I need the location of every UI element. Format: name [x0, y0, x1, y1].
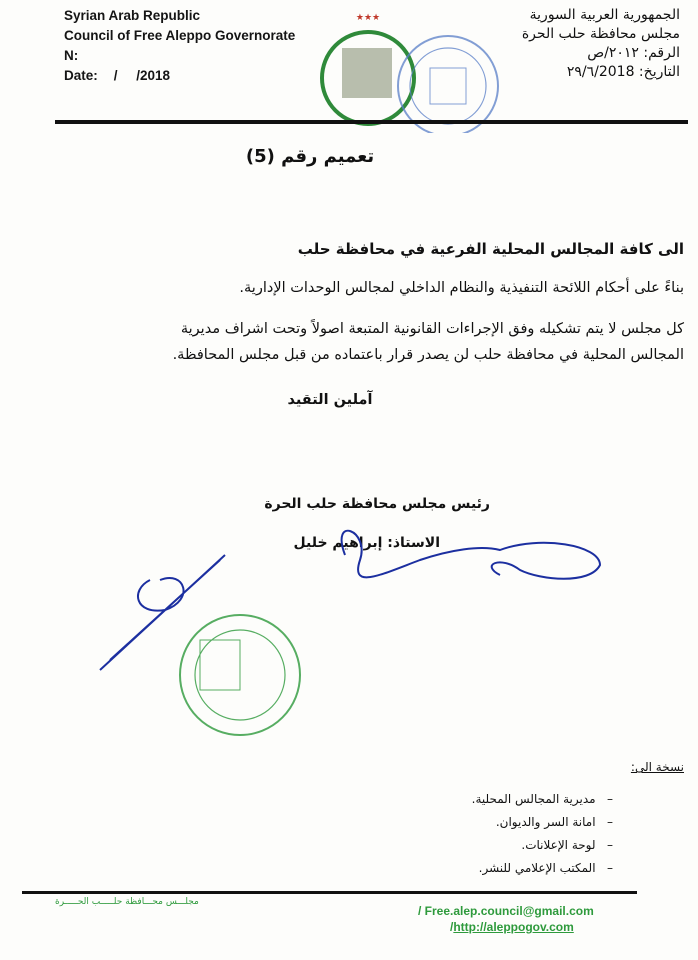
- website-link[interactable]: http://aleppogov.com: [453, 920, 574, 934]
- handwritten-signature-right: [342, 531, 600, 579]
- copies-label: نسخة الى:: [630, 760, 684, 774]
- list-item: – المكتب الإعلامي للنشر.: [478, 861, 613, 875]
- date-line: Date: / /2018: [64, 68, 171, 83]
- addressee: الى كافة المجالس المحلية الفرعية في محافظة حلب: [297, 240, 684, 258]
- country-ar: الجمهورية العربية السورية: [529, 7, 680, 23]
- header-divider: [55, 120, 688, 124]
- council-en: Council of Free Aleppo Governorate: [64, 28, 296, 43]
- number-label: N:: [64, 48, 79, 63]
- date-ar: التاريخ: ٢٩/٦/2018: [566, 64, 680, 80]
- signatory-position: رئيس مجلس محافظة حلب الحرة: [264, 496, 490, 512]
- paragraph-2: كل مجلس لا يتم تشكيله وفق الإجراءات القانونية المتبعة اصولاً وتحت اشراف مديرية المجالس المحلية في محافظة حلب لن يصدر قرار باعتماده من قبل مجلس المحافظة.: [172, 321, 684, 363]
- country-en: Syrian Arab Republic: [64, 8, 201, 23]
- logo-and-stamp: [320, 8, 520, 133]
- handwritten-signature-left: [100, 555, 225, 670]
- footer-email[interactable]: / Free.alep.council@gmail.com: [418, 904, 594, 918]
- closing: آملين التقيد: [287, 392, 373, 408]
- footer-website: /http://aleppogov.com: [450, 920, 574, 934]
- copies-list: [472, 788, 613, 880]
- header-arabic: [522, 6, 680, 82]
- footer-council: مجلـــس محـــافظة حلـــــب الحـــــرة: [55, 897, 199, 907]
- circular-title: تعميم رقم (5): [245, 146, 375, 167]
- signature-stamp: [180, 615, 300, 735]
- list-item: – مديرية المجالس المحلية.: [471, 792, 613, 806]
- number-ar: الرقم: ٢٠١٢/ص: [587, 45, 680, 61]
- svg-text:★★★: ★★★: [355, 12, 381, 22]
- header-english: [64, 6, 295, 86]
- council-ar: مجلس محافظة حلب الحرة: [521, 26, 680, 42]
- signatures-and-stamp: [0, 500, 698, 740]
- footer-divider: [22, 891, 637, 894]
- list-item: – لوحة الإعلانات.: [521, 838, 613, 852]
- council-logo: [322, 12, 414, 124]
- paragraph-1: بناءً على أحكام اللائحة التنفيذية والنظام الداخلي لمجالس الوحدات الإدارية.: [239, 280, 684, 296]
- signatory-name: الاستاذ: إبراهيم خليل: [293, 535, 440, 551]
- list-item: – امانة السر والديوان.: [495, 815, 613, 829]
